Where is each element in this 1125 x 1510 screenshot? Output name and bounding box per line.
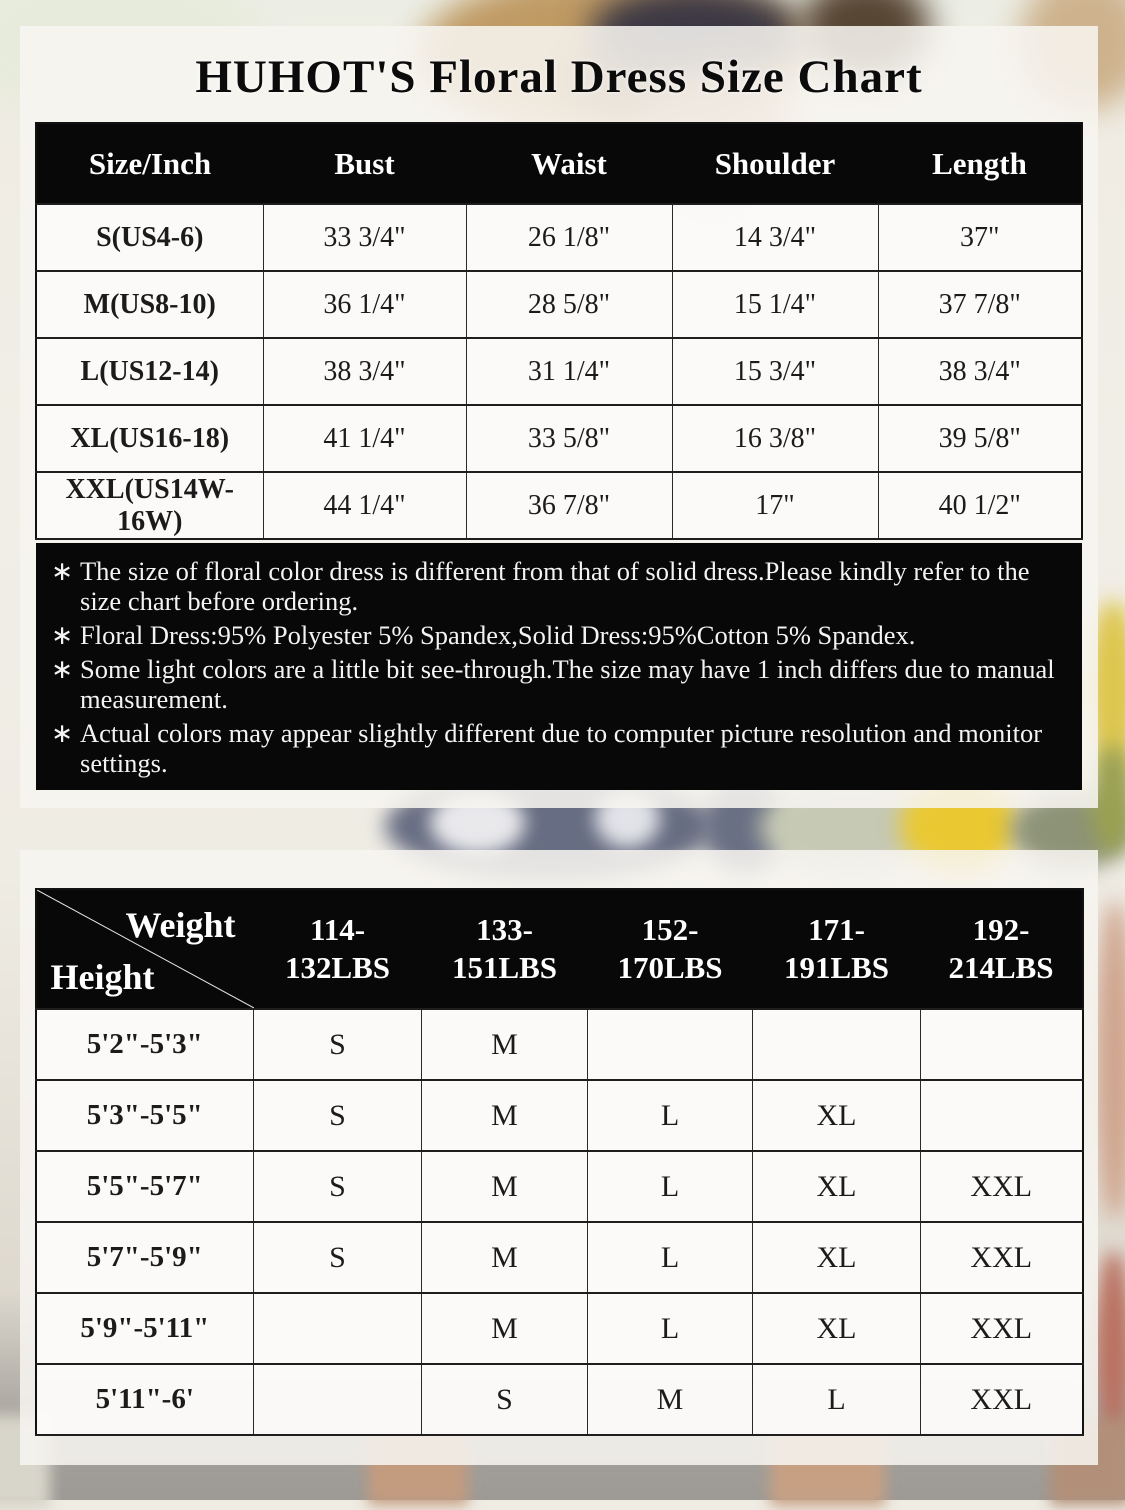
shoulder-value: 17" (672, 472, 878, 539)
size-cell: S (254, 1080, 422, 1151)
size-label: S(US4-6) (36, 204, 263, 271)
corner-height-label: Height (50, 957, 155, 997)
note-item (44, 654, 1070, 714)
bust-value: 36 1/4" (263, 271, 466, 338)
bust-value: 44 1/4" (263, 472, 466, 539)
corner-weight-label: Weight (125, 905, 236, 945)
bust-value: 41 1/4" (263, 405, 466, 472)
size-cell: S (254, 1222, 422, 1293)
photo-blur-blob (1095, 900, 1125, 1220)
fit-guide-panel (20, 850, 1098, 1465)
size-cell: XXL (921, 1293, 1083, 1364)
size-cell: M (422, 1222, 588, 1293)
size-cell (254, 1364, 422, 1435)
note-item (44, 556, 1070, 616)
size-cell: L (753, 1364, 921, 1435)
asterisk-bullet: ∗ (51, 556, 74, 586)
note-text: Some light colors are a little bit see-through.The size may have 1 inch differs due to manual measurement. (80, 654, 1055, 714)
size-cell (588, 1009, 753, 1080)
table-row (36, 472, 1082, 539)
height-range-label: 5'11"-6' (36, 1364, 254, 1435)
weight-height-corner (36, 889, 254, 1009)
size-cell: M (422, 1293, 588, 1364)
weight-range-line: 114- (309, 912, 366, 947)
size-cell: L (588, 1080, 753, 1151)
note-text: The size of floral color dress is different from that of solid dress.Please kindly refer to the size chart before ordering. (80, 556, 1030, 616)
length-value: 40 1/2" (878, 472, 1082, 539)
asterisk-bullet: ∗ (51, 718, 74, 748)
weight-range-line: 151LBS (451, 950, 558, 985)
waist-value: 33 5/8" (466, 405, 672, 472)
column-header-shoulder: Shoulder (672, 123, 878, 204)
size-cell: XXL (921, 1222, 1083, 1293)
column-header-weight-range (753, 889, 921, 1009)
size-label: L(US12-14) (36, 338, 263, 405)
shoulder-value: 16 3/8" (672, 405, 878, 472)
size-cell: XXL (921, 1151, 1083, 1222)
shoulder-value: 15 1/4" (672, 271, 878, 338)
shoulder-value: 15 3/4" (672, 338, 878, 405)
column-header-size-inch: Size/Inch (36, 123, 263, 204)
size-cell (921, 1009, 1083, 1080)
weight-range-line: 132LBS (284, 950, 391, 985)
photo-blur-blob (1096, 1250, 1125, 1440)
weight-range-line: 214LBS (948, 950, 1054, 985)
waist-value: 36 7/8" (466, 472, 672, 539)
note-item (44, 718, 1070, 778)
height-range-label: 5'9"-5'11" (36, 1293, 254, 1364)
size-cell: XL (753, 1080, 921, 1151)
size-cell: S (422, 1364, 588, 1435)
height-range-label: 5'5"-5'7" (36, 1151, 254, 1222)
weight-range-line: 171- (808, 912, 865, 947)
column-header-weight-range (588, 889, 753, 1009)
table-row (36, 1364, 1083, 1435)
table-row (36, 1009, 1083, 1080)
size-cell: XL (753, 1222, 921, 1293)
size-cell: XL (753, 1293, 921, 1364)
size-table (35, 122, 1083, 540)
note-text: Floral Dress:95% Polyester 5% Spandex,Solid Dress:95%Cotton 5% Spandex. (80, 620, 916, 650)
bust-value: 33 3/4" (263, 204, 466, 271)
size-cell: L (588, 1293, 753, 1364)
size-cell: XXL (921, 1364, 1083, 1435)
notes-panel (36, 543, 1082, 790)
height-range-label: 5'7"-5'9" (36, 1222, 254, 1293)
length-value: 38 3/4" (878, 338, 1082, 405)
length-value: 39 5/8" (878, 405, 1082, 472)
column-header-weight-range (921, 889, 1083, 1009)
column-header-waist: Waist (466, 123, 672, 204)
size-table-header-row (36, 123, 1082, 204)
note-text: Actual colors may appear slightly different due to computer picture resolution and monitor settings. (80, 718, 1043, 778)
table-row (36, 1222, 1083, 1293)
table-row (36, 204, 1082, 271)
size-cell: M (422, 1080, 588, 1151)
weight-range-line: 191LBS (783, 950, 890, 985)
size-cell: S (254, 1151, 422, 1222)
waist-value: 31 1/4" (466, 338, 672, 405)
size-cell: XL (753, 1151, 921, 1222)
asterisk-bullet: ∗ (51, 654, 74, 684)
column-header-bust: Bust (263, 123, 466, 204)
column-header-length: Length (878, 123, 1082, 204)
height-range-label: 5'3"-5'5" (36, 1080, 254, 1151)
size-label: M(US8-10) (36, 271, 263, 338)
length-value: 37 7/8" (878, 271, 1082, 338)
table-row (36, 271, 1082, 338)
size-cell (254, 1293, 422, 1364)
column-header-weight-range (422, 889, 588, 1009)
size-cell: L (588, 1222, 753, 1293)
length-value: 37" (878, 204, 1082, 271)
size-cell: M (422, 1151, 588, 1222)
asterisk-bullet: ∗ (51, 620, 74, 650)
table-row (36, 405, 1082, 472)
table-row (36, 1151, 1083, 1222)
size-chart-panel (20, 26, 1098, 808)
fit-table-header-row (36, 889, 1083, 1009)
waist-value: 28 5/8" (466, 271, 672, 338)
size-cell (753, 1009, 921, 1080)
table-row (36, 1080, 1083, 1151)
note-item (44, 620, 1070, 650)
page-title: HUHOT'S Floral Dress Size Chart (195, 51, 923, 103)
column-header-weight-range (254, 889, 422, 1009)
shoulder-value: 14 3/4" (672, 204, 878, 271)
size-label: XL(US16-18) (36, 405, 263, 472)
weight-range-line: 133- (476, 912, 533, 947)
weight-range-line: 192- (972, 912, 1030, 947)
size-label: XXL(US14W-16W) (36, 472, 263, 539)
size-cell (921, 1080, 1083, 1151)
size-cell: M (588, 1364, 753, 1435)
size-cell: S (254, 1009, 422, 1080)
table-row (36, 1293, 1083, 1364)
size-cell: L (588, 1151, 753, 1222)
waist-value: 26 1/8" (466, 204, 672, 271)
weight-range-line: 152- (641, 912, 699, 947)
bust-value: 38 3/4" (263, 338, 466, 405)
size-cell: M (422, 1009, 588, 1080)
table-row (36, 338, 1082, 405)
weight-range-line: 170LBS (617, 950, 723, 985)
weight-height-table (35, 888, 1084, 1436)
height-range-label: 5'2"-5'3" (36, 1009, 254, 1080)
